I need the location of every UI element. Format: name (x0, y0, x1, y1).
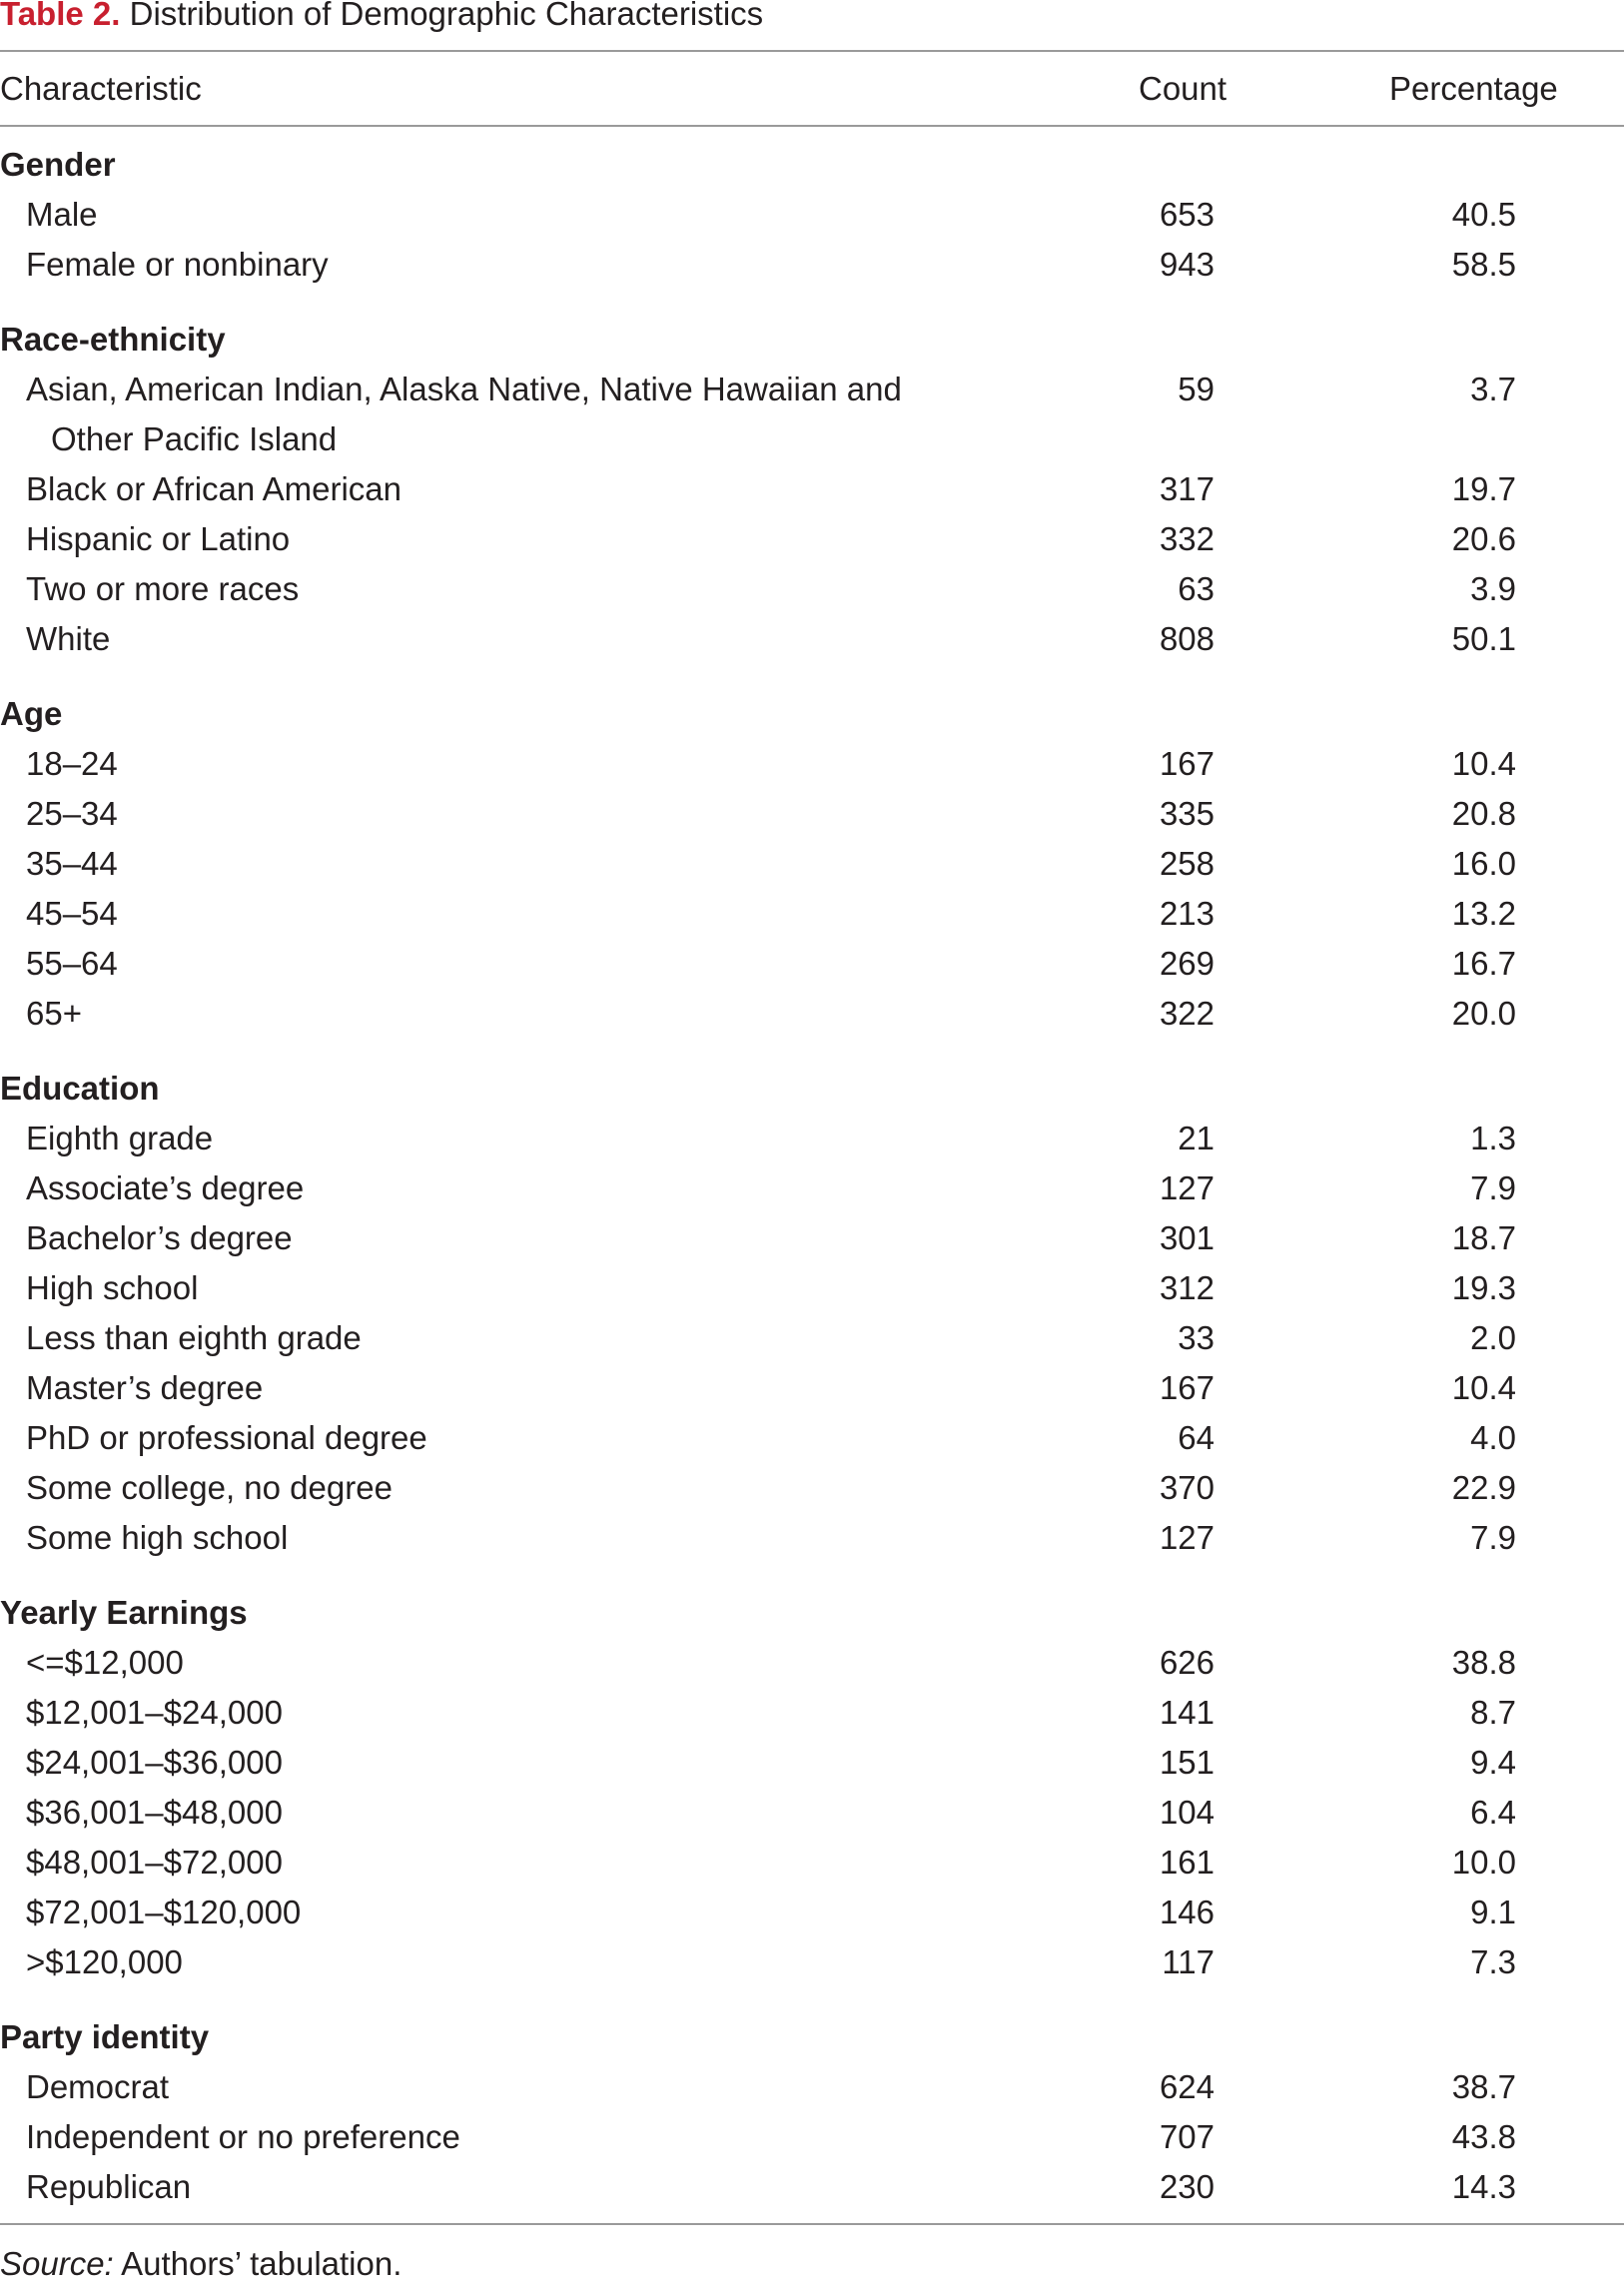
row-percentage: 40.5 (1451, 196, 1516, 233)
row-percentage: 2.0 (1470, 1319, 1516, 1356)
row-percentage: 6.4 (1470, 1794, 1516, 1831)
row-label: PhD or professional degree (26, 1419, 427, 1456)
row-percentage: 3.9 (1470, 570, 1516, 607)
row-count: 312 (1159, 1269, 1215, 1306)
table-row (0, 365, 1624, 457)
row-label: 65+ (26, 995, 82, 1032)
row-label: Independent or no preference (26, 2118, 460, 2155)
row-count: 322 (1159, 995, 1215, 1032)
row-count: 59 (1178, 371, 1215, 407)
row-count: 301 (1159, 1219, 1215, 1256)
row-count: 63 (1178, 570, 1215, 607)
row-label: 55–64 (26, 945, 118, 982)
row-label: Eighth grade (26, 1120, 214, 1156)
row-count: 161 (1159, 1844, 1215, 1881)
row-count: 332 (1159, 520, 1215, 557)
row-count: 127 (1159, 1169, 1215, 1206)
table-row (0, 1688, 1624, 1738)
table-row (0, 989, 1624, 1039)
row-percentage: 50.1 (1451, 620, 1516, 657)
row-percentage: 43.8 (1451, 2118, 1516, 2155)
row-label: $72,001–$120,000 (26, 1894, 302, 1930)
row-label: $12,001–$24,000 (26, 1694, 283, 1731)
row-label: Less than eighth grade (26, 1319, 362, 1356)
row-percentage: 10.4 (1451, 745, 1516, 782)
row-percentage: 20.8 (1451, 795, 1516, 832)
row-count: 230 (1159, 2168, 1215, 2205)
row-percentage: 10.0 (1451, 1844, 1516, 1881)
row-count: 104 (1159, 1794, 1215, 1831)
row-percentage: 13.2 (1451, 895, 1516, 932)
column-header-count: Count (1139, 70, 1227, 107)
table-row (0, 240, 1624, 290)
row-count: 167 (1159, 1369, 1215, 1406)
row-percentage: 8.7 (1470, 1694, 1516, 1731)
row-count: 151 (1159, 1744, 1215, 1781)
row-label: High school (26, 1269, 199, 1306)
row-count: 141 (1159, 1694, 1215, 1731)
section-heading (0, 140, 1624, 190)
row-label: Associate’s degree (26, 1169, 305, 1206)
table-row (0, 839, 1624, 889)
row-count: 269 (1159, 945, 1215, 982)
row-count: 64 (1178, 1419, 1215, 1456)
row-count: 707 (1159, 2118, 1215, 2155)
row-count: 258 (1159, 845, 1215, 882)
section-heading (0, 315, 1624, 365)
source-text: Authors’ tabulation. (113, 2245, 403, 2282)
row-label: Hispanic or Latino (26, 520, 291, 557)
table-row (0, 739, 1624, 789)
row-label: 45–54 (26, 895, 118, 932)
section-heading (0, 1588, 1624, 1638)
row-percentage: 9.1 (1470, 1894, 1516, 1930)
table-row (0, 1513, 1624, 1563)
row-count: 146 (1159, 1894, 1215, 1930)
row-percentage: 19.3 (1451, 1269, 1516, 1306)
column-header-characteristic: Characteristic (0, 70, 202, 107)
row-label-continued: Other Pacific Island (51, 420, 338, 457)
bottom-rule (0, 2223, 1624, 2225)
row-label: 25–34 (26, 795, 118, 832)
row-label: Asian, American Indian, Alaska Native, Native Hawaiian and (26, 371, 902, 407)
row-percentage: 58.5 (1451, 246, 1516, 283)
table-row (0, 190, 1624, 240)
table-row (0, 1937, 1624, 1987)
row-percentage: 22.9 (1451, 1469, 1516, 1506)
table-row (0, 2062, 1624, 2112)
section-title: Gender (0, 146, 116, 183)
row-percentage: 9.4 (1470, 1744, 1516, 1781)
row-count: 117 (1162, 1943, 1215, 1980)
row-count: 213 (1159, 895, 1215, 932)
source-note (0, 2239, 402, 2289)
section-heading (0, 2012, 1624, 2062)
row-percentage: 20.0 (1451, 995, 1516, 1032)
table-row (0, 1263, 1624, 1313)
table-row (0, 789, 1624, 839)
row-count: 624 (1159, 2068, 1215, 2105)
table-row (0, 1838, 1624, 1888)
row-label: 18–24 (26, 745, 118, 782)
table-row (0, 1788, 1624, 1838)
row-label: Black or African American (26, 470, 402, 507)
row-label: Republican (26, 2168, 192, 2205)
row-label: 35–44 (26, 845, 118, 882)
row-percentage: 16.0 (1451, 845, 1516, 882)
row-percentage: 4.0 (1470, 1419, 1516, 1456)
table-row (0, 1638, 1624, 1688)
row-percentage: 7.9 (1470, 1169, 1516, 1206)
row-count: 653 (1159, 196, 1215, 233)
row-label: Some college, no degree (26, 1469, 393, 1506)
table-row (0, 564, 1624, 614)
row-label: $48,001–$72,000 (26, 1844, 283, 1881)
table-row (0, 464, 1624, 514)
table-row (0, 1313, 1624, 1363)
row-percentage: 38.8 (1451, 1644, 1516, 1681)
table-row (0, 514, 1624, 564)
section-title: Education (0, 1070, 160, 1107)
top-rule (0, 50, 1624, 52)
row-count: 33 (1178, 1319, 1215, 1356)
row-percentage: 1.3 (1470, 1120, 1516, 1156)
row-count: 21 (1178, 1120, 1215, 1156)
row-count: 167 (1159, 745, 1215, 782)
source-label: Source: (0, 2245, 114, 2282)
row-count: 317 (1159, 470, 1215, 507)
row-label: <=$12,000 (26, 1644, 184, 1681)
row-label: $36,001–$48,000 (26, 1794, 283, 1831)
table-caption (0, 0, 763, 34)
table-row (0, 1363, 1624, 1413)
row-label: Two or more races (26, 570, 300, 607)
table-row (0, 889, 1624, 939)
row-count: 943 (1159, 246, 1215, 283)
table-row (0, 1114, 1624, 1163)
row-percentage: 38.7 (1451, 2068, 1516, 2105)
row-count: 127 (1159, 1519, 1215, 1556)
header-rule (0, 125, 1624, 127)
row-percentage: 18.7 (1451, 1219, 1516, 1256)
section-title: Age (0, 695, 63, 732)
table-row (0, 939, 1624, 989)
row-percentage: 16.7 (1451, 945, 1516, 982)
column-header-percentage: Percentage (1389, 70, 1558, 107)
row-label: Master’s degree (26, 1369, 264, 1406)
section-title: Race-ethnicity (0, 321, 226, 358)
table-row (0, 614, 1624, 664)
table-row (0, 1163, 1624, 1213)
table-row (0, 1463, 1624, 1513)
row-percentage: 20.6 (1451, 520, 1516, 557)
row-label: $24,001–$36,000 (26, 1744, 283, 1781)
row-percentage: 7.3 (1470, 1943, 1516, 1980)
section-heading (0, 1064, 1624, 1114)
table-number: Table 2. (0, 0, 121, 32)
row-label: Bachelor’s degree (26, 1219, 293, 1256)
row-percentage: 19.7 (1451, 470, 1516, 507)
column-header-row (0, 64, 1624, 114)
table-row (0, 1888, 1624, 1937)
row-percentage: 14.3 (1451, 2168, 1516, 2205)
row-label: >$120,000 (26, 1943, 183, 1980)
row-count: 808 (1159, 620, 1215, 657)
table-row (0, 1413, 1624, 1463)
row-percentage: 10.4 (1451, 1369, 1516, 1406)
row-label: Some high school (26, 1519, 289, 1556)
table-row (0, 2162, 1624, 2212)
table-row (0, 1738, 1624, 1788)
table-row (0, 1213, 1624, 1263)
row-percentage: 3.7 (1470, 371, 1516, 407)
section-heading (0, 689, 1624, 739)
row-label: Democrat (26, 2068, 170, 2105)
section-title: Party identity (0, 2018, 210, 2055)
row-count: 370 (1159, 1469, 1215, 1506)
row-label: Male (26, 196, 98, 233)
table-title: Distribution of Demographic Characteristics (129, 0, 764, 32)
row-label: Female or nonbinary (26, 246, 329, 283)
table-row (0, 2112, 1624, 2162)
row-count: 626 (1159, 1644, 1215, 1681)
row-label: White (26, 620, 111, 657)
row-percentage: 7.9 (1470, 1519, 1516, 1556)
row-count: 335 (1159, 795, 1215, 832)
section-title: Yearly Earnings (0, 1594, 248, 1631)
